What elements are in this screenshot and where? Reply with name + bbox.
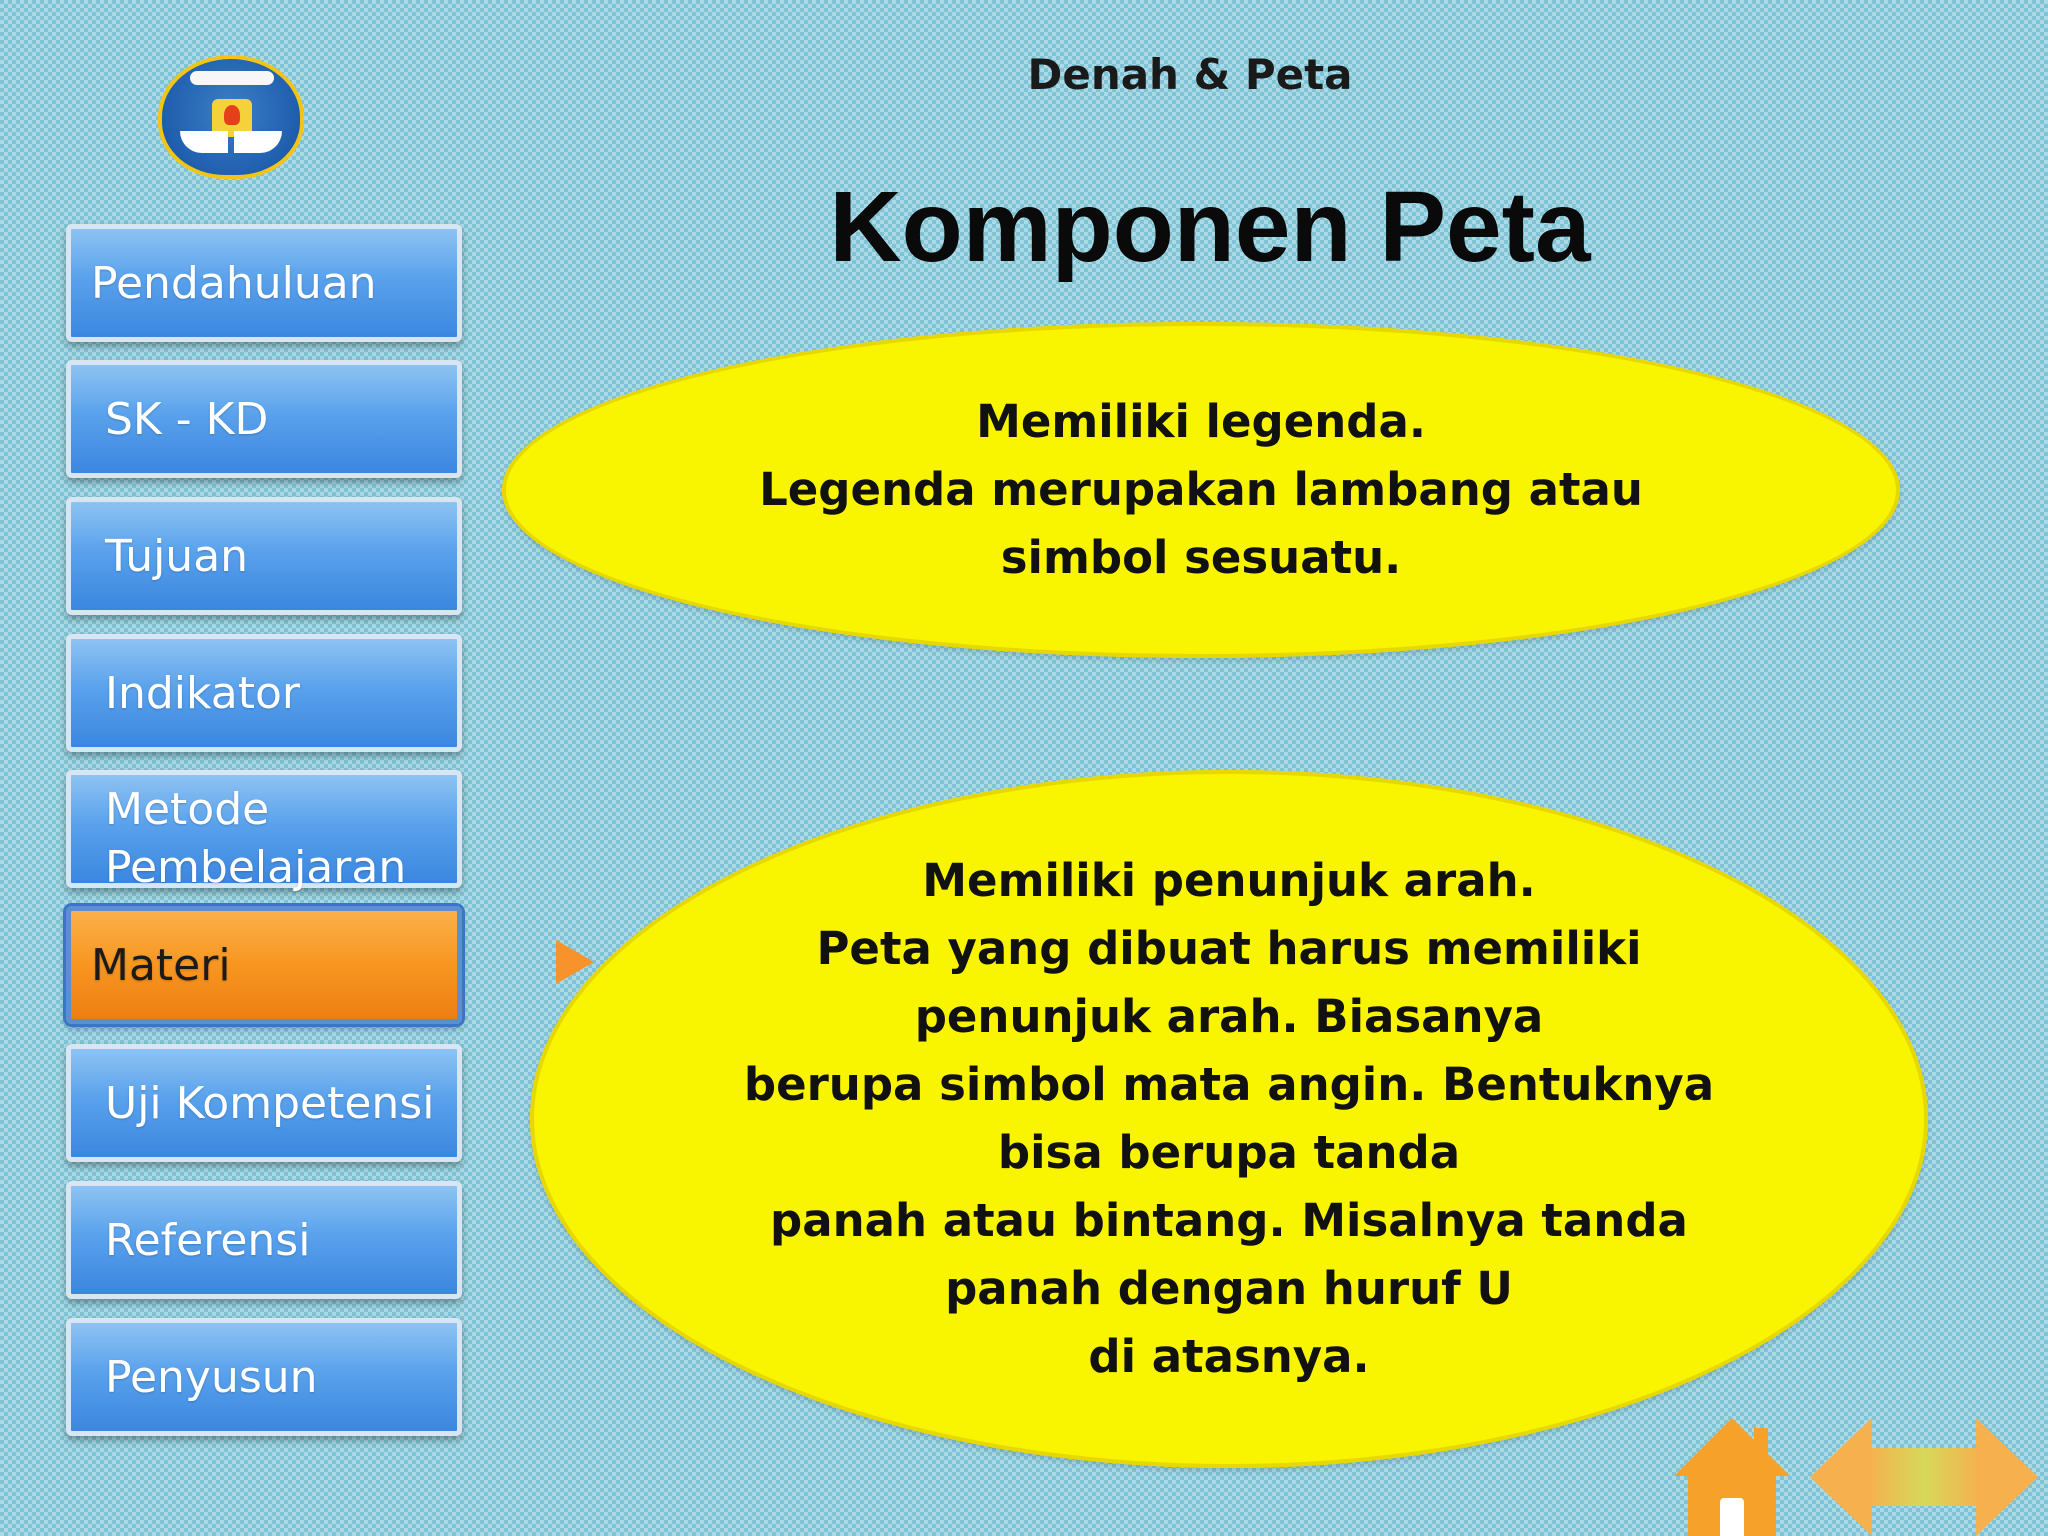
content-text-penunjuk-arah: Memiliki penunjuk arah. Peta yang dibuat harus memiliki penunjuk arah. Biasanya berupa simbol mata angin. Bentuknya bisa berupa tanda panah atau bintang. Misalnya tanda panah dengan huruf U di atasnya.: [743, 854, 1715, 1383]
nav-button-penyusun[interactable]: Penyusun: [66, 1318, 462, 1436]
nav-button-metode-pembelajaran[interactable]: Metode Pembelajaran: [66, 770, 462, 888]
content-text-legenda: Memiliki legenda. Legenda merupakan lambang atau simbol sesuatu.: [759, 395, 1643, 584]
nav-button-pendahuluan[interactable]: Pendahuluan: [66, 224, 462, 342]
home-roof: [1674, 1418, 1790, 1476]
slide-subtitle: Denah & Peta: [1027, 50, 1353, 99]
slide-title: Komponen Peta: [829, 171, 1591, 283]
home-door: [1720, 1498, 1744, 1536]
arrow-left-icon[interactable]: [1810, 1418, 1872, 1536]
logo-wing-right: [234, 131, 282, 153]
content-bubble-legenda: [502, 322, 1900, 658]
nav-button-uji-kompetensi[interactable]: Uji Kompetensi: [66, 1044, 462, 1162]
arrow-right-icon[interactable]: [1976, 1418, 2038, 1536]
nav-button-materi[interactable]: Materi: [66, 906, 462, 1024]
slide-navigation: [1810, 1418, 2038, 1536]
nav-button-referensi[interactable]: Referensi: [66, 1181, 462, 1299]
nav-button-tujuan[interactable]: Tujuan: [66, 497, 462, 615]
arrow-shaft: [1868, 1448, 1980, 1506]
nav-button-sk-kd[interactable]: SK - KD: [66, 360, 462, 478]
home-icon[interactable]: [1674, 1418, 1790, 1536]
content-bubble-penunjuk-arah: [530, 770, 1928, 1468]
nav-button-indikator[interactable]: Indikator: [66, 634, 462, 752]
institution-logo: [158, 55, 304, 179]
logo-flame: [224, 105, 240, 125]
logo-wing-left: [180, 131, 228, 153]
logo-ribbon: [190, 71, 274, 85]
